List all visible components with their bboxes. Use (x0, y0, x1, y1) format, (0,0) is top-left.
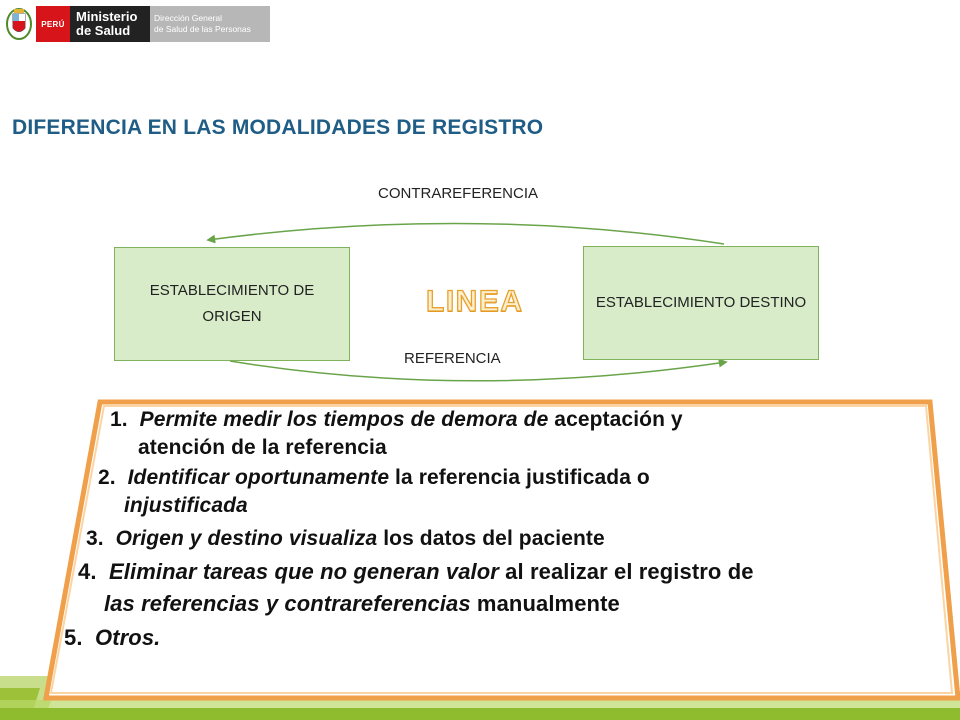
benefit-3-text-b: los datos del paciente (377, 527, 605, 550)
benefit-2-text-a: Identificar oportunamente (127, 466, 390, 489)
benefit-4-text-c: las referencias y contrareferencias (104, 591, 471, 616)
node-destination: ESTABLECIMIENTO DESTINO (583, 246, 819, 360)
benefit-1-text-c: atención de la referencia (138, 436, 387, 459)
benefit-item-4 (78, 559, 754, 585)
benefit-4-text-b: al realizar el registro de (498, 559, 754, 584)
benefit-2-text-c: injustificada (124, 494, 248, 517)
benefit-item-5 (64, 625, 160, 651)
benefit-3-text-a: Origen y destino visualiza (115, 527, 378, 550)
peru-badge: PERÚ (36, 6, 70, 42)
benefit-4-number: 4. (78, 559, 97, 584)
direction-line-1: Dirección General (154, 13, 223, 23)
benefit-1-number: 1. (110, 408, 128, 431)
node-origin: ESTABLECIMIENTO DE ORIGEN (114, 247, 350, 361)
referencia-label: REFERENCIA (404, 350, 501, 367)
benefit-3-number: 3. (86, 527, 104, 550)
benefit-item-1 (110, 408, 683, 432)
page-title: DIFERENCIA EN LAS MODALIDADES DE REGISTRO (12, 116, 544, 139)
benefit-5-text-a: Otros. (95, 625, 161, 650)
benefit-item-2 (98, 466, 650, 490)
contrareferencia-label: CONTRAREFERENCIA (378, 185, 539, 202)
benefit-item-2-cont (124, 494, 248, 518)
direction-line-2: de Salud de las Personas (154, 24, 251, 34)
benefit-item-3 (86, 527, 605, 551)
linea-wordart: LINEA (426, 285, 524, 318)
benefit-2-number: 2. (98, 466, 116, 489)
benefit-1-text-a: Permite medir los tiempos de demora de (139, 408, 549, 431)
benefit-item-4-cont (104, 591, 620, 617)
benefit-4-text-a: Eliminar tareas que no generan valor (109, 559, 499, 584)
benefit-2-text-b: la referencia justificada o (389, 466, 650, 489)
benefit-4-text-d: manualmente (470, 591, 620, 616)
benefit-1-text-b: aceptación y (548, 408, 683, 431)
ministry-line-2: de Salud (76, 23, 131, 38)
ministry-line-1: Ministerio (76, 9, 138, 24)
benefit-item-1-cont (138, 436, 387, 460)
benefit-5-number: 5. (64, 625, 83, 650)
